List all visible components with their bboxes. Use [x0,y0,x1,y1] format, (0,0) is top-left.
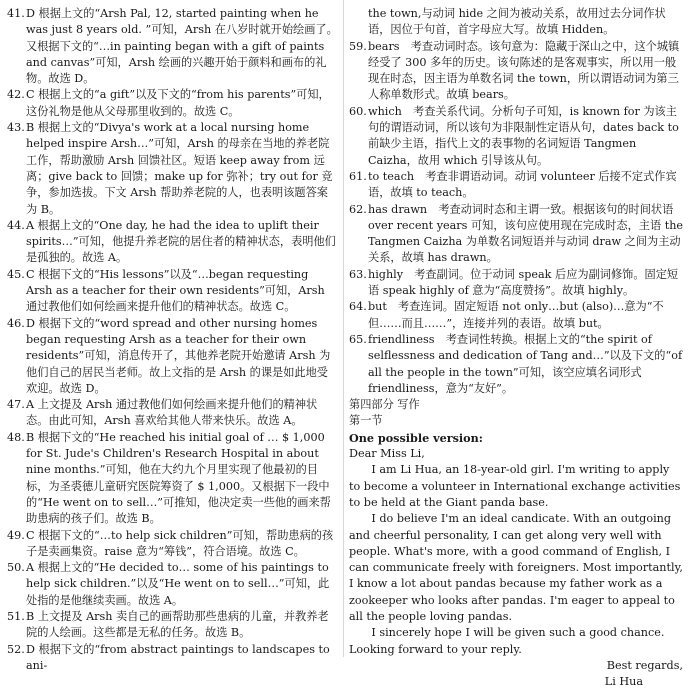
answer-text: highly 考查副词。位于动词 speak 后应为副词修饰。固定短语 speak highly of 意为“高度赞扬”。故填 highly。 [368,267,679,298]
answer-item-42 [7,87,338,120]
answer-number: 59. [349,39,367,53]
right-column [349,6,683,690]
answer-item-43 [7,120,338,218]
letter-greeting: Dear Miss Li, [349,447,425,461]
answer-item-49 [7,528,338,561]
answer-number: 63. [349,267,367,281]
answer-item-44 [7,218,338,267]
answer-number: 44. [7,218,25,232]
answer-58-continued [349,6,683,39]
answer-number: 51. [7,609,25,623]
answer-text: B 上文提及 Arsh 卖自己的画帮助那些患病的儿童，并教养老院的人绘画。这些都是无私的任务。故选 B。 [26,609,329,640]
answer-text: A 上文提及 Arsh 通过教他们如何绘画来提升他们的精神状态。由此可知，Arsh 喜欢给其他人带来快乐。故选 A。 [26,398,318,428]
answer-text: D 根据上文的“Arsh Pal, 12, started painting when he was just 8 years old. ”可知，Arsh 在八岁时就开始绘画了。又根据下文的“…in painting began with a gift of paints and canvas”可知，Arsh 绘画的兴趣开始于颜料和画布的礼物。故选 D。 [26,7,338,86]
answer-number: 45. [7,267,25,281]
answer-number: 61. [349,169,367,183]
answer-item-41 [7,6,338,87]
letter-paragraph: I do believe I'm an ideal candicate. With an outgoing and cheerful personality, I can get along very well with people. What's more, with a good command of English, I can communicate freely with foreigners. Most importantly, I know a lot about pandas because my father work as a zookeeper who looks after pandas. I'm eager to appeal to all the people loving pandas. [349,512,683,623]
answer-text: has drawn 考查动词时态和主谓一致。根据该句的时间状语 over recent years 可知，该句应使用现在完成时态，主语 the Tangmen Caizha 为单数名词短语并与动词 draw 之间为主动关系，故填 has drawn。 [368,202,684,265]
answer-number: 41. [7,7,25,20]
answer-item-52 [7,642,338,675]
answer-text: D 根据下文的“word spread and other nursing homes began requesting Arsh as a teacher for their own residents”可知，消息传开了，其他养老院开始邀请 Arsh 为他们自己的居民当老师。故上文指的是 Arsh 的课是如此地受欢迎。故选 D。 [26,316,331,395]
answer-item-63 [349,267,683,300]
answer-text: but 考查连词。固定短语 not only…but (also)…意为“不但……而且……”，连接并列的表语。故填 but。 [368,300,664,330]
version-label: One possible version: [349,430,483,445]
letter-paragraph: I sincerely hope I will be given such a good chance. Looking forward to your reply. [349,626,665,656]
letter-closing: Best regards, [606,658,683,672]
answer-text: B 根据上文的“Divya's work at a local nursing home helped inspire Arsh…”可知，Arsh 的母亲在当地的养老院工作，帮助激励 Arsh 回馈社区。短语 keep away from 远离；give back to 回馈；make up for 弥补；try out for 竞争，参加选拔。下文 Arsh 帮助养老院的人，也表明该题答案为 B。 [26,121,333,216]
answer-item-50 [7,560,338,609]
answer-number: 64. [349,300,367,314]
answer-item-51 [7,609,338,642]
answer-text: D 根据下文的“from abstract paintings to landscapes to ani- [26,642,330,672]
answer-number: 65. [349,332,367,346]
answer-number: 52. [7,642,25,656]
answer-item-48 [7,430,338,528]
answer-number: 47. [7,398,25,412]
answer-item-59 [349,39,683,104]
answer-text: C 根据上文的“a gift”以及下文的“from his parents”可知，这份礼物是他从父母那里收到的。故选 C。 [26,88,330,118]
answer-item-64 [349,299,683,332]
answer-item-60 [349,104,683,169]
section-title: 第四部分 写作 [349,398,420,412]
answer-number: 48. [7,430,25,444]
answer-item-47 [7,397,338,430]
answer-number: 50. [7,561,25,575]
left-column [7,6,338,674]
answer-text: C 根据下文的“His lessons”以及“…began requesting Arsh as a teacher for their own residents”可知，Arsh 通过教他们如何绘画来提升他们的精神状态。故选 C。 [26,267,325,314]
answer-item-65 [349,332,683,397]
answer-text: bears 考查动词时态。该句意为：隐藏于深山之中，这个城镇经受了 300 多年的历史。该句陈述的是客观事实，所以用一般现在时态，因主语为单数名词 the town，所以谓语动词为第三人称单数形式。故填 bears。 [368,39,680,102]
subsection-title: 第一节 [349,414,383,428]
answer-text: C 根据下文的“…to help sick children”可知，帮助患病的孩子是卖画集资。raise 意为“筹钱”，符合语境。故选 C。 [26,528,334,558]
letter-signature: Li Hua [604,675,643,689]
answer-text: A 根据上文的“He decided to… some of his paintings to help sick children.”以及“He went on to sell…”可知，此处指的是他继续卖画。故选 A。 [26,561,330,607]
answer-text: which 考查关系代词。分析句子可知，is known for 为该主句的谓语动词，所以该句为非限制性定语从句，dates back to 前缺少主语，指代上文的表事物的名词短语 Tangmen Caizha，故用 which 引导该从句。 [368,104,679,167]
answer-text: to teach 考查非谓语动词。动词 volunteer 后接不定式作宾语，故填 to teach。 [368,169,677,200]
answer-text: friendliness 考查词性转换。根据上文的“the spirit of selflessness and dedication of Tang and…”以及下文的“of all the people in the town”可知，该空应填名词形式 friendliness，意为“友好”。 [368,332,683,395]
answer-number: 46. [7,316,25,330]
answer-number: 49. [7,528,25,542]
answer-item-61 [349,169,683,202]
answer-text: B 根据下文的“He reached his initial goal of … $ 1,000 for St. Jude's Children's Research Hospital in about nine months.”可知，他在大约九个月里实现了他最初的目标，为圣裘德儿童研究医院筹资了 $ 1,000。又根据下一段中的“He went on to sell…”可推知，他决定卖一些他的画来帮助患病的孩子们。故选 B。 [26,430,331,526]
answer-number: 60. [349,104,367,118]
answer-number: 62. [349,202,367,216]
column-divider [343,0,344,657]
answer-text: A 根据上文的“One day, he had the idea to uplift their spirits…”可知，他提升养老院的居住者的精神状态，表明他们是孤独的。故选 A。 [26,218,336,265]
answer-text: the town,与动词 hide 之间为被动关系，故用过去分词作状语，因位于句首，首字母应大写。故填 Hidden。 [368,7,666,37]
answer-item-62 [349,202,683,267]
answer-item-45 [7,267,338,316]
letter-paragraph: I am Li Hua, an 18-year-old girl. I'm writing to apply to become a volunteer in International exchange activities to be held at the Giant panda base. [349,463,681,509]
answer-number: 42. [7,88,25,102]
answer-item-46 [7,316,338,397]
answer-number: 43. [7,121,25,135]
